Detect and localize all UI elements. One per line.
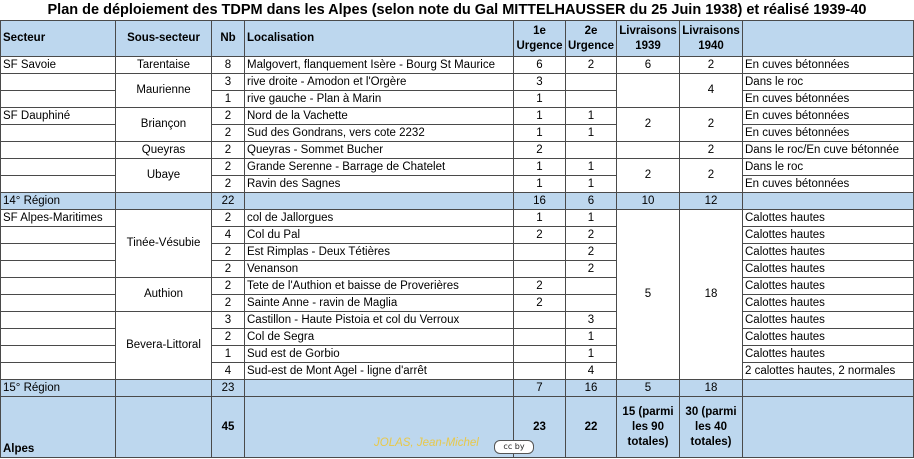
cell-urgence2: 2 xyxy=(566,227,617,244)
cell-urgence2 xyxy=(566,74,617,91)
cell-livraisons-1940: 18 xyxy=(680,210,743,380)
subtotal-urgence1: 16 xyxy=(514,193,566,210)
col-header-livraisons-1940: Livraisons 1940 xyxy=(680,21,743,57)
subtotal-livraisons-1939: 10 xyxy=(617,193,680,210)
cell-urgence2: 2 xyxy=(566,244,617,261)
cell-nb: 2 xyxy=(212,142,245,159)
subtotal-empty xyxy=(245,380,514,397)
cell-secteur: SF Alpes-Maritimes xyxy=(1,210,116,227)
cell-observation: Dans le roc xyxy=(743,159,914,176)
cell-observation: Calottes hautes xyxy=(743,329,914,346)
cell-localisation: col de Jallorgues xyxy=(245,210,514,227)
cell-sous-secteur: Ubaye xyxy=(116,159,212,193)
cell-urgence1 xyxy=(514,363,566,380)
cell-nb: 8 xyxy=(212,57,245,74)
cell-secteur xyxy=(1,329,116,346)
cell-sous-secteur: Bevera-Littoral xyxy=(116,312,212,380)
cell-secteur xyxy=(1,74,116,91)
total-nb: 45 xyxy=(212,397,245,458)
cell-urgence1: 2 xyxy=(514,142,566,159)
total-empty xyxy=(743,397,914,458)
cell-localisation: Venanson xyxy=(245,261,514,278)
cell-observation: En cuves bétonnées xyxy=(743,108,914,125)
subtotal-empty xyxy=(245,193,514,210)
cell-localisation: Ravin des Sagnes xyxy=(245,176,514,193)
col-header-urgence1: 1e Urgence xyxy=(514,21,566,57)
subtotal-empty xyxy=(116,380,212,397)
col-header-urgence2: 2e Urgence xyxy=(566,21,617,57)
cell-urgence2 xyxy=(566,278,617,295)
total-livraisons-1940: 30 (parmi les 40 totales) xyxy=(680,397,743,458)
total-livraisons-1939: 15 (parmi les 90 totales) xyxy=(617,397,680,458)
subtotal-nb: 22 xyxy=(212,193,245,210)
cell-livraisons-1939: 2 xyxy=(617,159,680,193)
cell-observation: Calottes hautes xyxy=(743,312,914,329)
cell-livraisons-1940: 2 xyxy=(680,142,743,159)
cell-nb: 4 xyxy=(212,227,245,244)
cell-localisation: Castillon - Haute Pistoia et col du Verroux xyxy=(245,312,514,329)
cell-urgence2: 1 xyxy=(566,159,617,176)
subtotal-urgence1: 7 xyxy=(514,380,566,397)
cell-urgence1: 1 xyxy=(514,210,566,227)
cell-urgence1: 2 xyxy=(514,295,566,312)
cell-urgence2: 1 xyxy=(566,210,617,227)
cell-urgence2: 2 xyxy=(566,261,617,278)
cell-secteur xyxy=(1,278,116,295)
subtotal-urgence2: 6 xyxy=(566,193,617,210)
cell-localisation: Nord de la Vachette xyxy=(245,108,514,125)
cell-secteur xyxy=(1,159,116,176)
cell-localisation: rive gauche - Plan à Marin xyxy=(245,91,514,108)
table-row xyxy=(1,210,914,227)
subtotal-empty xyxy=(743,380,914,397)
cell-localisation: rive droite - Amodon et l'Orgère xyxy=(245,74,514,91)
cell-nb: 3 xyxy=(212,312,245,329)
total-empty xyxy=(116,397,212,458)
subtotal-livraisons-1940: 12 xyxy=(680,193,743,210)
cell-urgence2: 1 xyxy=(566,329,617,346)
cell-observation: Calottes hautes xyxy=(743,346,914,363)
cell-localisation: Malgovert, flanquement Isère - Bourg St Maurice xyxy=(245,57,514,74)
cell-secteur xyxy=(1,142,116,159)
cell-urgence2: 1 xyxy=(566,176,617,193)
cell-urgence2: 4 xyxy=(566,363,617,380)
cell-localisation: Grande Serenne - Barrage de Chatelet xyxy=(245,159,514,176)
cell-localisation: Col du Pal xyxy=(245,227,514,244)
cell-livraisons-1939: 5 xyxy=(617,210,680,380)
table-row xyxy=(1,57,914,74)
subtotal-livraisons-1940: 18 xyxy=(680,380,743,397)
cell-secteur xyxy=(1,91,116,108)
cell-observation: Calottes hautes xyxy=(743,261,914,278)
cell-nb: 4 xyxy=(212,363,245,380)
subtotal-livraisons-1939: 5 xyxy=(617,380,680,397)
cell-sous-secteur: Tarentaise xyxy=(116,57,212,74)
cell-sous-secteur: Briançon xyxy=(116,108,212,142)
cell-urgence1 xyxy=(514,346,566,363)
cell-secteur xyxy=(1,312,116,329)
cell-livraisons-1940: 2 xyxy=(680,57,743,74)
cell-nb: 2 xyxy=(212,210,245,227)
cell-localisation: Est Rimplas - Deux Tétières xyxy=(245,244,514,261)
col-header-livraisons-1939: Livraisons 1939 xyxy=(617,21,680,57)
cell-urgence1: 3 xyxy=(514,74,566,91)
cell-urgence2 xyxy=(566,142,617,159)
cell-sous-secteur: Tinée-Vésubie xyxy=(116,210,212,278)
cell-observation: En cuves bétonnées xyxy=(743,91,914,108)
cell-nb: 2 xyxy=(212,261,245,278)
cell-secteur: SF Dauphiné xyxy=(1,108,116,125)
cell-localisation: Sud des Gondrans, vers cote 2232 xyxy=(245,125,514,142)
cell-sous-secteur: Queyras xyxy=(116,142,212,159)
col-header-localisation: Localisation xyxy=(245,21,514,57)
col-header-nb: Nb xyxy=(212,21,245,57)
cell-observation: Calottes hautes xyxy=(743,210,914,227)
cell-nb: 1 xyxy=(212,91,245,108)
cell-nb: 2 xyxy=(212,159,245,176)
cell-observation: En cuves bétonnées xyxy=(743,176,914,193)
table-row xyxy=(1,159,914,176)
cell-urgence1: 1 xyxy=(514,159,566,176)
cell-urgence1 xyxy=(514,244,566,261)
cell-livraisons-1939 xyxy=(617,74,680,108)
cell-observation: Calottes hautes xyxy=(743,295,914,312)
cell-livraisons-1939 xyxy=(617,142,680,159)
cell-urgence2: 1 xyxy=(566,108,617,125)
cell-nb: 2 xyxy=(212,108,245,125)
cell-localisation: Sainte Anne - ravin de Maglia xyxy=(245,295,514,312)
subtotal-empty xyxy=(743,193,914,210)
cell-sous-secteur: Authion xyxy=(116,278,212,312)
subtotal-row-15 xyxy=(1,380,914,397)
cell-secteur xyxy=(1,295,116,312)
table-row xyxy=(1,312,914,329)
cell-secteur xyxy=(1,125,116,142)
cell-nb: 1 xyxy=(212,346,245,363)
cell-urgence1: 1 xyxy=(514,108,566,125)
cell-observation: En cuves bétonnées xyxy=(743,125,914,142)
cell-urgence1 xyxy=(514,329,566,346)
table-row xyxy=(1,108,914,125)
cell-nb: 2 xyxy=(212,295,245,312)
table-row xyxy=(1,142,914,159)
cell-observation: En cuves bétonnées xyxy=(743,57,914,74)
table-row xyxy=(1,278,914,295)
cc-license-icon: cc by xyxy=(494,440,534,454)
cell-urgence2: 2 xyxy=(566,57,617,74)
cell-livraisons-1940: 2 xyxy=(680,159,743,193)
cell-nb: 2 xyxy=(212,329,245,346)
cell-livraisons-1939: 6 xyxy=(617,57,680,74)
cell-observation: Dans le roc xyxy=(743,74,914,91)
author-watermark: JOLAS, Jean-Michel xyxy=(374,437,479,449)
cell-secteur xyxy=(1,346,116,363)
total-urgence2: 22 xyxy=(566,397,617,458)
subtotal-urgence2: 16 xyxy=(566,380,617,397)
subtotal-nb: 23 xyxy=(212,380,245,397)
subtotal-label: 15° Région xyxy=(1,380,116,397)
cell-urgence1: 1 xyxy=(514,91,566,108)
cell-localisation: Tete de l'Authion et baisse de Proverières xyxy=(245,278,514,295)
cell-observation: Calottes hautes xyxy=(743,244,914,261)
cell-observation: Dans le roc/En cuve bétonnée xyxy=(743,142,914,159)
subtotal-empty xyxy=(116,193,212,210)
col-header-sous-secteur: Sous-secteur xyxy=(116,21,212,57)
table-row xyxy=(1,74,914,91)
cell-secteur xyxy=(1,176,116,193)
cell-urgence1: 1 xyxy=(514,176,566,193)
cell-urgence1 xyxy=(514,261,566,278)
subtotal-label: 14° Région xyxy=(1,193,116,210)
page-title: Plan de déploiement des TDPM dans les Alpes (selon note du Gal MITTELHAUSSER du 25 Juin 1938) et réalisé 1939-40 xyxy=(47,2,867,18)
cell-observation: Calottes hautes xyxy=(743,278,914,295)
cell-nb: 2 xyxy=(212,176,245,193)
cell-urgence1: 2 xyxy=(514,278,566,295)
cell-secteur xyxy=(1,227,116,244)
cell-secteur xyxy=(1,261,116,278)
header-row xyxy=(1,21,914,57)
cell-nb: 2 xyxy=(212,278,245,295)
total-urgence1: 23 xyxy=(514,397,566,458)
subtotal-row-14 xyxy=(1,193,914,210)
cell-observation: 2 calottes hautes, 2 normales xyxy=(743,363,914,380)
cell-nb: 3 xyxy=(212,74,245,91)
cell-sous-secteur: Maurienne xyxy=(116,74,212,108)
cell-localisation: Sud est de Gorbio xyxy=(245,346,514,363)
cell-observation: Calottes hautes xyxy=(743,227,914,244)
cell-localisation: Sud-est de Mont Agel - ligne d'arrêt xyxy=(245,363,514,380)
cell-livraisons-1939: 2 xyxy=(617,108,680,142)
cell-urgence1 xyxy=(514,312,566,329)
col-header-observations xyxy=(743,21,914,57)
cell-urgence2 xyxy=(566,91,617,108)
cell-localisation: Col de Segra xyxy=(245,329,514,346)
cell-livraisons-1940: 2 xyxy=(680,108,743,142)
cell-urgence1: 1 xyxy=(514,125,566,142)
cell-secteur xyxy=(1,244,116,261)
cell-nb: 2 xyxy=(212,125,245,142)
cell-urgence1: 6 xyxy=(514,57,566,74)
cell-urgence2: 3 xyxy=(566,312,617,329)
col-header-secteur: Secteur xyxy=(1,21,116,57)
cell-localisation: Queyras - Sommet Bucher xyxy=(245,142,514,159)
cell-urgence1: 2 xyxy=(514,227,566,244)
total-label: Alpes xyxy=(1,397,116,458)
cell-urgence2 xyxy=(566,295,617,312)
cell-secteur: SF Savoie xyxy=(1,57,116,74)
cell-secteur xyxy=(1,363,116,380)
deployment-table xyxy=(0,20,914,458)
cell-urgence2: 1 xyxy=(566,125,617,142)
cell-nb: 2 xyxy=(212,244,245,261)
cell-livraisons-1940: 4 xyxy=(680,74,743,108)
cell-urgence2: 1 xyxy=(566,346,617,363)
